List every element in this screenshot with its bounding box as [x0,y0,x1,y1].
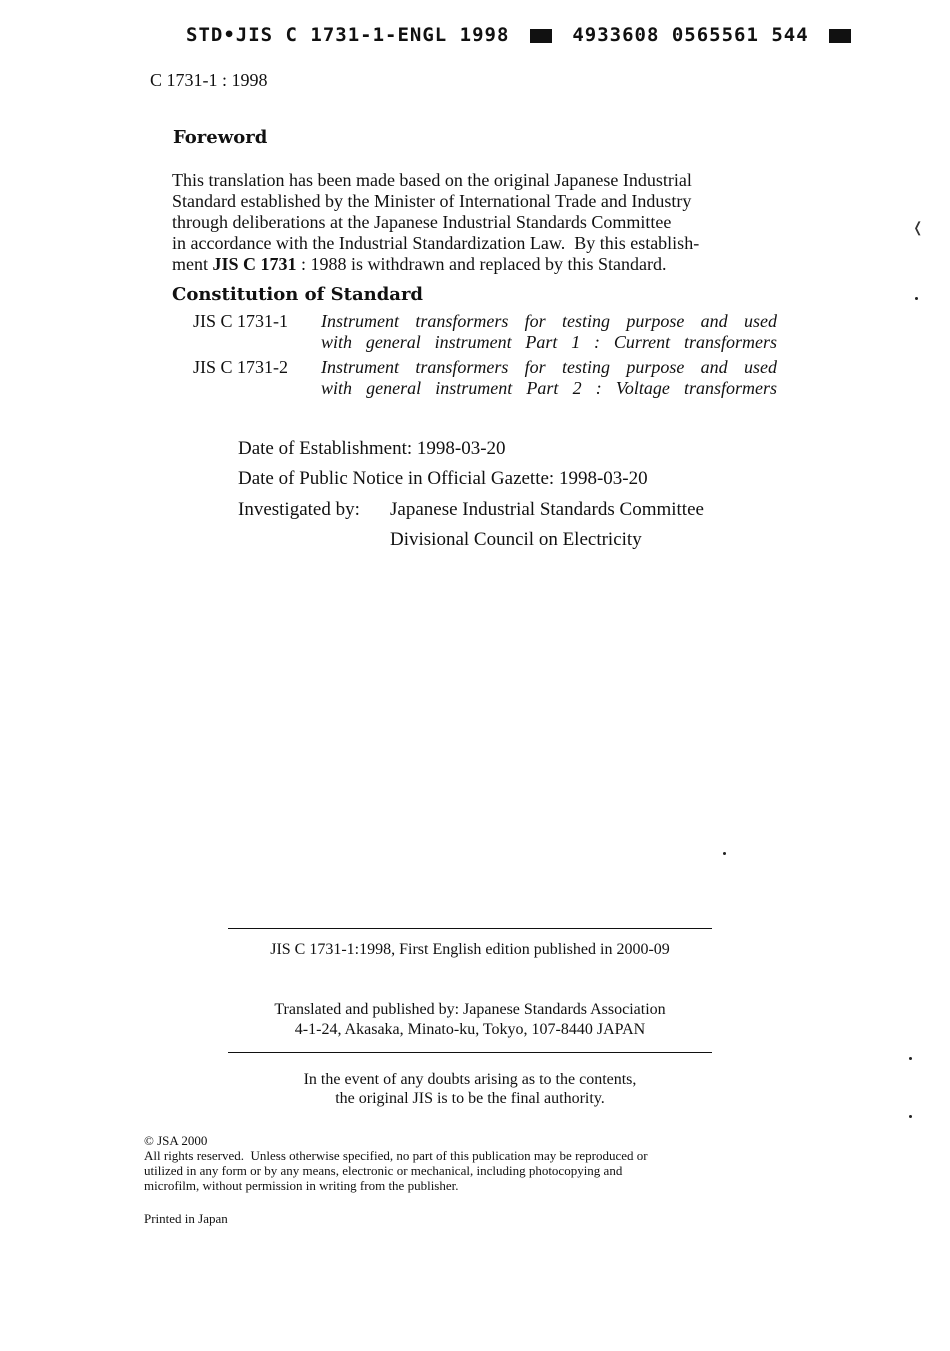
scan-speck [915,297,918,300]
investigated-by-label: Investigated by: [238,499,360,520]
divider-rule [228,1052,712,1053]
constitution-part [193,357,783,399]
printed-in: Printed in Japan [144,1211,228,1226]
barcode-block-icon [530,29,552,43]
barcode-block-end-icon [829,29,851,43]
copyright-holder: © JSA 2000 [144,1133,208,1148]
publisher-line: Translated and published by: Japanese Standards Association [274,1001,666,1018]
part-code: JIS C 1731-2 [193,357,289,377]
foreword-text-prefix: ment [172,254,213,274]
header-code-right: 4933608 0565561 544 [572,24,809,46]
rights-line: All rights reserved. Unless otherwise specified, no part of this publication may be reproduced or [144,1148,648,1163]
scan-mark: ❬ [912,220,924,236]
date-of-establishment: Date of Establishment: 1998-03-20 [238,438,506,459]
foreword-text-suffix: : 1988 is withdrawn and replaced by this Standard. [296,254,667,274]
part-title-line: with general instrument Part 1 : Current transformers [321,332,777,352]
authority-notice-line: the original JIS is to be the final authority. [335,1090,605,1107]
scan-speck [723,852,726,855]
foreword-line: in accordance with the Industrial Standardization Law. By this establish- [172,233,700,253]
scan-speck [909,1057,912,1060]
edition-line: JIS C 1731-1:1998, First English edition published in 2000-09 [270,941,670,958]
part-title [321,357,777,399]
withdrawn-standard: JIS C 1731 [212,254,297,274]
part-title-line: Instrument transformers for testing purpose and used [321,311,777,331]
copyright-block [144,1133,776,1193]
foreword-text [172,170,778,275]
investigated-by-line: Japanese Industrial Standards Committee [390,499,704,520]
divider-rule [228,928,712,929]
foreword-line [172,254,778,275]
part-code: JIS C 1731-1 [193,311,289,331]
part-title-line: Instrument transformers for testing purpose and used [321,357,777,377]
investigated-by-line: Divisional Council on Electricity [390,529,642,550]
constitution-title: Constitution of Standard [172,284,424,305]
header-code-left: STD•JIS C 1731-1-ENGL 1998 [186,24,510,46]
part-title-line: with general instrument Part 2 : Voltage transformers [321,378,777,398]
scan-speck [909,1115,912,1118]
header-code [186,24,859,46]
rights-line: utilized in any form or by any means, electronic or mechanical, including photocopying and [144,1163,623,1178]
authority-notice-line: In the event of any doubts arising as to the contents, [303,1071,637,1088]
publisher-address: 4-1-24, Akasaka, Minato-ku, Tokyo, 107-8440 JAPAN [294,1021,646,1038]
document-number: C 1731-1 : 1998 [150,70,268,90]
foreword-line: This translation has been made based on the original Japanese Industrial [172,170,692,190]
foreword-line: Standard established by the Minister of International Trade and Industry [172,191,692,211]
constitution-part [193,311,783,353]
foreword-line: through deliberations at the Japanese Industrial Standards Committee [172,212,672,232]
rights-line: microfilm, without permission in writing from the publisher. [144,1178,459,1193]
part-title [321,311,777,353]
date-of-public-notice: Date of Public Notice in Official Gazette: 1998-03-20 [238,468,648,489]
foreword-title: Foreword [173,127,268,148]
